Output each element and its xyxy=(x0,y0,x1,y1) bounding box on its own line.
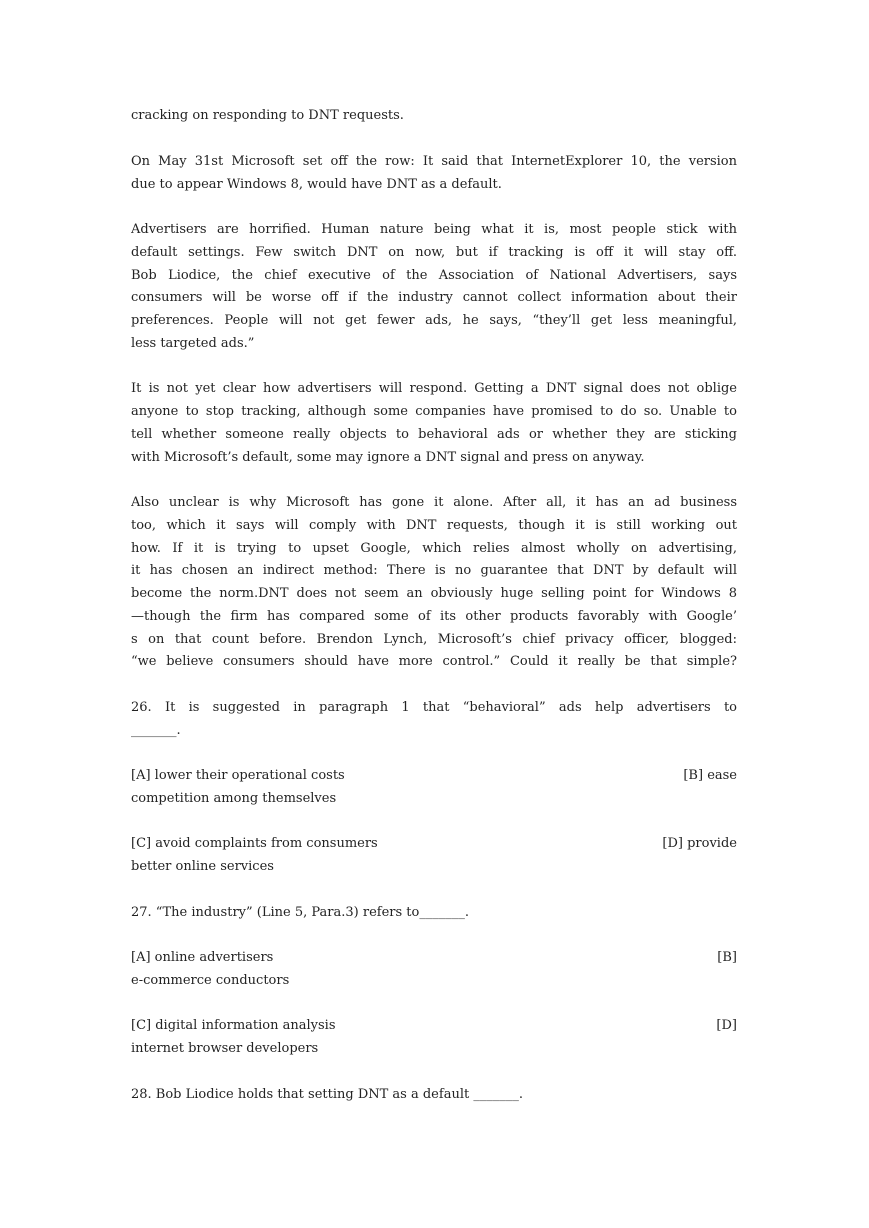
text-line: competition among themselves xyxy=(131,791,337,806)
question-28: 28. Bob Liodice holds that setting DNT as a default _______. xyxy=(131,1087,523,1102)
option-27-b: [B] xyxy=(717,950,737,965)
text-line: On May 31st Microsoft set off the row: It said that InternetExplorer 10, the version xyxy=(131,154,737,169)
option-27-a: [A] online advertisers xyxy=(131,950,274,965)
text-line: It is not yet clear how advertisers will respond. Getting a DNT signal does not oblige xyxy=(131,381,737,396)
question-26: 26. It is suggested in paragraph 1 that “behavioral” ads help advertisers to xyxy=(131,700,737,715)
text-line: internet browser developers xyxy=(131,1041,319,1056)
option-27-c: [C] digital information analysis xyxy=(131,1018,336,1033)
option-26-b: [B] ease xyxy=(683,768,737,783)
text-line: Also unclear is why Microsoft has gone it alone. After all, it has an ad business xyxy=(131,495,737,510)
text-line: become the norm.DNT does not seem an obviously huge selling point for Windows 8 xyxy=(131,586,737,601)
answer-blank: _______. xyxy=(131,723,181,738)
text-line: less targeted ads.” xyxy=(131,336,255,351)
text-line: too, which it says will comply with DNT requests, though it is still working out xyxy=(131,518,737,533)
option-26-a: [A] lower their operational costs xyxy=(131,768,345,783)
text-line: it has chosen an indirect method: There is no guarantee that DNT by default will xyxy=(131,563,737,578)
text-line: “we believe consumers should have more control.” Could it really be that simple? xyxy=(131,654,737,669)
option-26-d: [D] provide xyxy=(662,836,737,851)
text-line: anyone to stop tracking, although some companies have promised to do so. Unable to xyxy=(131,404,737,419)
text-line: —though the firm has compared some of its other products favorably with Google’ xyxy=(131,609,737,624)
option-27-d: [D] xyxy=(716,1018,737,1033)
text-line: e-commerce conductors xyxy=(131,973,290,988)
text-line: tell whether someone really objects to behavioral ads or whether they are sticking xyxy=(131,427,737,442)
text-line: cracking on responding to DNT requests. xyxy=(131,108,404,123)
question-27: 27. “The industry” (Line 5, Para.3) refers to_______. xyxy=(131,905,469,920)
option-26-c: [C] avoid complaints from consumers xyxy=(131,836,378,851)
text-line: due to appear Windows 8, would have DNT as a default. xyxy=(131,177,502,192)
text-line: default settings. Few switch DNT on now, but if tracking is off it will stay off. xyxy=(131,245,737,260)
text-line: Advertisers are horrified. Human nature being what it is, most people stick with xyxy=(131,222,737,237)
text-line: with Microsoft’s default, some may ignore a DNT signal and press on anyway. xyxy=(131,450,645,465)
text-line: preferences. People will not get fewer ads, he says, “they’ll get less meaningful, xyxy=(131,313,737,328)
text-line: Bob Liodice, the chief executive of the Association of National Advertisers, says xyxy=(131,268,737,283)
text-line: consumers will be worse off if the industry cannot collect information about their xyxy=(131,290,737,305)
text-line: how. If it is trying to upset Google, which relies almost wholly on advertising, xyxy=(131,541,737,556)
text-line: s on that count before. Brendon Lynch, Microsoft’s chief privacy officer, blogged: xyxy=(131,632,737,647)
text-line: better online services xyxy=(131,859,274,874)
